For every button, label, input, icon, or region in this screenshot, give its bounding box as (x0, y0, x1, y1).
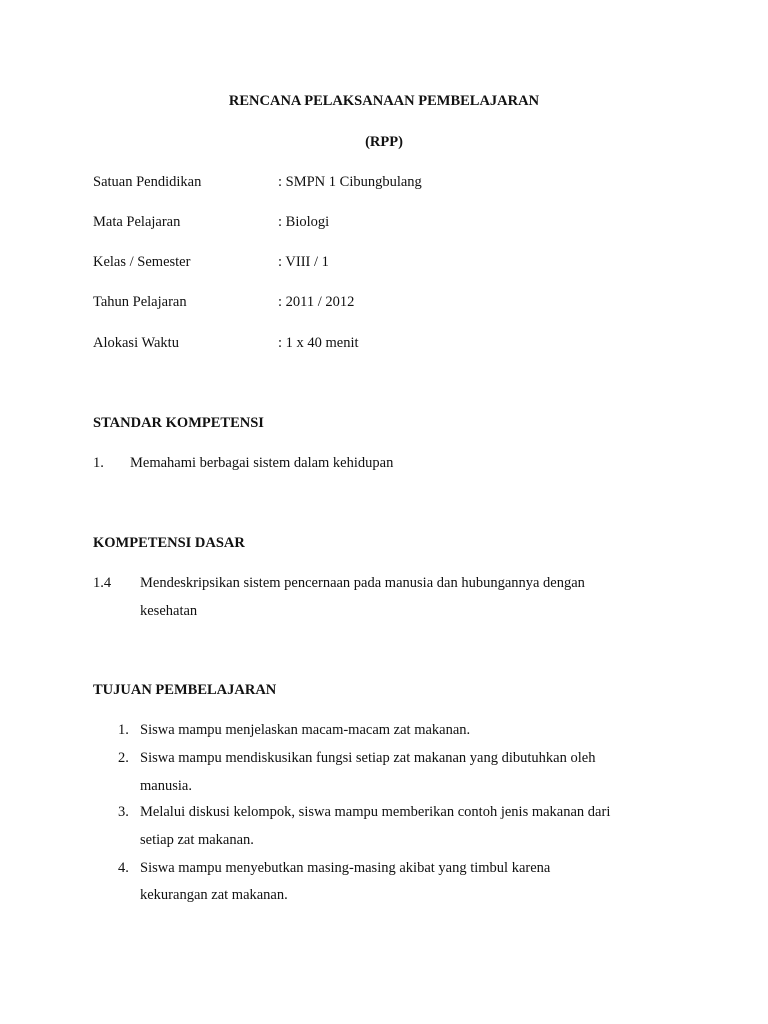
document-title: RENCANA PELAKSANAAN PEMBELAJARAN (228, 93, 540, 109)
standar-number: 1. (93, 455, 104, 471)
standar-text: Memahami berbagai sistem dalam kehidupan (130, 455, 394, 471)
dasar-heading: KOMPETENSI DASAR (93, 535, 245, 551)
identity-value: : Biologi (278, 214, 330, 230)
identity-value: : VIII / 1 (278, 254, 329, 270)
identity-label: Mata Pelajaran (93, 214, 181, 230)
list-item: manusia. (140, 778, 192, 794)
list-item: Siswa mampu menjelaskan macam-macam zat makanan. (140, 722, 471, 738)
identity-label: Kelas / Semester (93, 254, 191, 270)
list-item: kekurangan zat makanan. (140, 887, 288, 903)
dasar-text: kesehatan (140, 603, 198, 619)
list-number: 4. (118, 860, 129, 876)
identity-value: : 2011 / 2012 (278, 294, 355, 310)
identity-label: Alokasi Waktu (93, 335, 179, 351)
identity-label: Satuan Pendidikan (93, 174, 202, 190)
document-subtitle: (RPP) (365, 134, 403, 150)
list-number: 1. (118, 722, 129, 738)
identity-value: : 1 x 40 menit (278, 335, 359, 351)
tujuan-heading: TUJUAN PEMBELAJARAN (93, 682, 277, 698)
dasar-text: Mendeskripsikan sistem pencernaan pada manusia dan hubungannya dengan (140, 575, 585, 591)
list-item: Siswa mampu menyebutkan masing-masing akibat yang timbul karena (140, 860, 551, 876)
identity-label: Tahun Pelajaran (93, 294, 187, 310)
identity-value: : SMPN 1 Cibungbulang (278, 174, 422, 190)
list-number: 3. (118, 804, 129, 820)
standar-heading: STANDAR KOMPETENSI (93, 415, 264, 431)
list-item: Melalui diskusi kelompok, siswa mampu memberikan contoh jenis makanan dari (140, 804, 611, 820)
dasar-number: 1.4 (93, 575, 112, 591)
list-item: setiap zat makanan. (140, 832, 254, 848)
list-number: 2. (118, 750, 129, 766)
list-item: Siswa mampu mendiskusikan fungsi setiap zat makanan yang dibutuhkan oleh (140, 750, 596, 766)
